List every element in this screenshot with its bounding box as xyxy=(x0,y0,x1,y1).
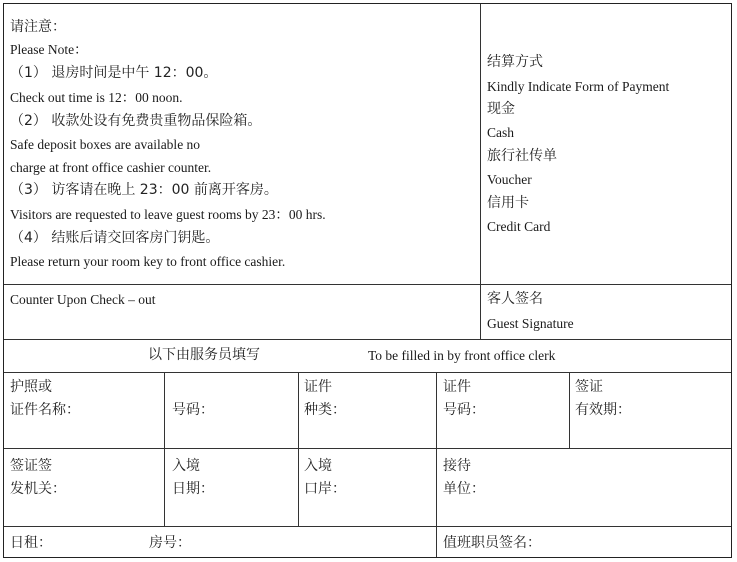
payment-voucher-zh: 旅行社传单 xyxy=(487,148,557,164)
payment-title-zh: 结算方式 xyxy=(487,54,543,70)
divider-row1-bottom xyxy=(4,448,731,449)
visa-authority-line1: 签证签 xyxy=(10,458,52,474)
payment-credit-zh: 信用卡 xyxy=(487,195,529,211)
note-4-en: Please return your room key to front office cashier. xyxy=(10,254,286,269)
host-unit-line2: 单位： xyxy=(443,481,485,497)
payment-voucher-en: Voucher xyxy=(487,172,532,187)
guest-signature-zh: 客人签名 xyxy=(487,291,543,307)
payment-credit-en: Credit Card xyxy=(487,219,551,234)
passport-name-line2: 证件名称： xyxy=(10,402,80,418)
visa-validity-line2: 有效期： xyxy=(575,402,631,418)
note-3-en: Visitors are requested to leave guest rooms by 23：00 hrs. xyxy=(10,207,326,222)
number-label: 号码： xyxy=(172,402,214,418)
note-2-en-line2: charge at front office cashier counter. xyxy=(10,160,212,175)
daily-rate-label: 日租： xyxy=(10,535,52,551)
notes-title-en: Please Note： xyxy=(10,42,88,57)
payment-cash-en: Cash xyxy=(487,125,514,140)
divider-col-c xyxy=(436,372,437,557)
divider-counter-bottom xyxy=(4,339,731,340)
note-2-zh: （2） 收款处设有免费贵重物品保险箱。 xyxy=(10,113,262,129)
counter-checkout-label: Counter Upon Check – out xyxy=(10,292,156,307)
id-number-line1: 证件 xyxy=(443,379,471,395)
entry-port-line2: 口岸： xyxy=(304,481,346,497)
divider-col-a xyxy=(164,372,165,526)
clerk-section-en: To be filled in by front office clerk xyxy=(368,348,556,363)
divider-col-b xyxy=(298,372,299,526)
divider-notes-payment xyxy=(480,4,481,339)
entry-port-line1: 入境 xyxy=(304,458,332,474)
note-1-en: Check out time is 12：00 noon. xyxy=(10,90,183,105)
visa-validity-line1: 签证 xyxy=(575,379,603,395)
note-2-en-line1: Safe deposit boxes are available no xyxy=(10,137,201,152)
duty-clerk-signature-label: 值班职员签名： xyxy=(443,535,541,551)
room-number-label: 房号： xyxy=(149,535,191,551)
guest-signature-en: Guest Signature xyxy=(487,316,574,331)
payment-title-en: Kindly Indicate Form of Payment xyxy=(487,79,670,94)
notes-title-zh: 请注意： xyxy=(10,19,66,35)
payment-cash-zh: 现金 xyxy=(487,101,515,117)
registration-form xyxy=(3,3,732,558)
entry-date-line1: 入境 xyxy=(172,458,200,474)
divider-col-d xyxy=(569,372,570,448)
divider-notes-bottom xyxy=(4,284,731,285)
host-unit-line1: 接待 xyxy=(443,458,471,474)
note-1-zh: （1） 退房时间是中午 12：00。 xyxy=(10,65,218,81)
note-3-zh: （3） 访客请在晚上 23：00 前离开客房。 xyxy=(10,182,278,198)
entry-date-line2: 日期： xyxy=(172,481,214,497)
id-number-line2: 号码： xyxy=(443,402,485,418)
id-type-line2: 种类： xyxy=(304,402,346,418)
divider-row2-bottom xyxy=(4,526,731,527)
divider-clerk-header-bottom xyxy=(4,372,731,373)
id-type-line1: 证件 xyxy=(304,379,332,395)
passport-name-line1: 护照或 xyxy=(10,379,52,395)
note-4-zh: （4） 结账后请交回客房门钥匙。 xyxy=(10,230,220,246)
visa-authority-line2: 发机关： xyxy=(10,481,66,497)
clerk-section-zh: 以下由服务员填写 xyxy=(148,347,260,363)
